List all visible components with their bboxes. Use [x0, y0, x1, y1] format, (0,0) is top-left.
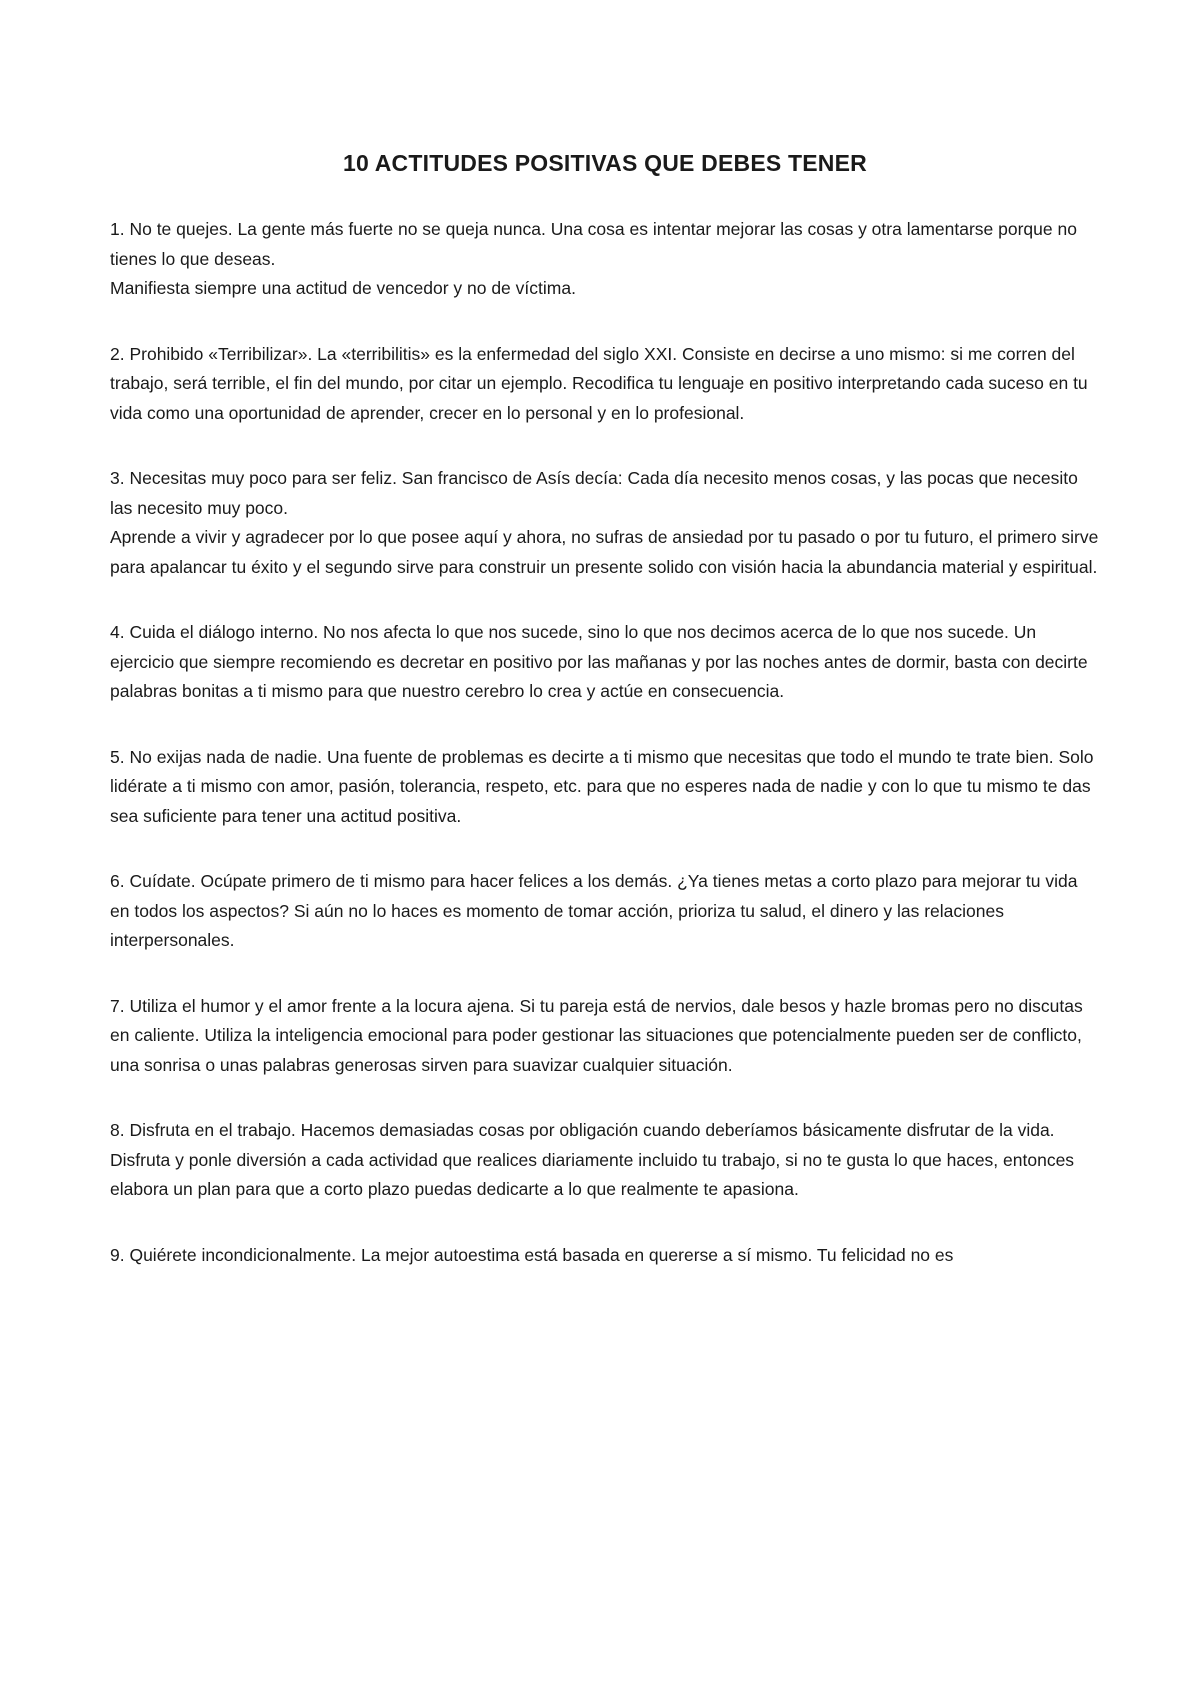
item-3-text: 3. Necesitas muy poco para ser feliz. San francisco de Asís decía: Cada día necesito menos cosas, y las pocas que necesito las necesito muy poco.: [110, 468, 1078, 518]
list-item-7: [110, 992, 1100, 1081]
item-6-text: 6. Cuídate. Ocúpate primero de ti mismo para hacer felices a los demás. ¿Ya tienes metas a corto plazo para mejorar tu vida en todos los aspectos? Si aún no lo haces es momento de tomar acción, prioriza tu salud, el dinero y las relaciones interpersonales.: [110, 871, 1078, 950]
list-item-6: [110, 867, 1100, 956]
item-2-text: 2. Prohibido «Terribilizar». La «terribilitis» es la enfermedad del siglo XXI. Consiste en decirse a uno mismo: si me corren del trabajo, será terrible, el fin del mundo, por citar un ejemplo. Recodifica tu lenguaje en positivo interpretando cada suceso en tu vida como una oportunidad de aprender, crecer en lo personal y en lo profesional.: [110, 343, 1088, 423]
item-8-text: 8. Disfruta en el trabajo. Hacemos demasiadas cosas por obligación cuando deberíamos básicamente disfrutar de la vida. Disfruta y ponle diversión a cada actividad que realices diariamente incluido tu trabajo, si no te gusta lo que haces, entonces elabora un plan para que a corto plazo puedas dedicarte a lo que realmente te apasiona.: [110, 1120, 1075, 1199]
list-item-1: [110, 215, 1100, 304]
list-item-4: [110, 618, 1100, 707]
item-3-text-2: Aprende a vivir y agradecer por lo que posee aquí y ahora, no sufras de ansiedad por tu pasado o por tu futuro, el primero sirve para apalancar tu éxito y el segundo sirve para construir un presente solido con visión hacia la abundancia material y espiritual.: [110, 527, 1099, 577]
item-4-text: 4. Cuida el diálogo interno. No nos afecta lo que nos sucede, sino lo que nos decimos acerca de lo que nos sucede. Un ejercicio que siempre recomiendo es decretar en positivo por las mañanas y por las noches antes de dormir, basta con decirte palabras bonitas a ti mismo para que nuestro cerebro lo crea y actúe en consecuencia.: [110, 622, 1088, 701]
item-1-text: 1. No te quejes. La gente más fuerte no se queja nunca. Una cosa es intentar mejorar las cosas y otra lamentarse porque no tienes lo que deseas.: [110, 219, 1077, 269]
document-title: 10 ACTITUDES POSITIVAS QUE DEBES TENER: [343, 150, 867, 176]
item-9-text: 9. Quiérete incondicionalmente. La mejor autoestima está basada en quererse a sí mismo. Tu felicidad no es: [110, 1244, 954, 1265]
list-item-5: [110, 743, 1100, 832]
item-7-text: 7. Utiliza el humor y el amor frente a la locura ajena. Si tu pareja está de nervios, dale besos y hazle bromas pero no discutas en caliente. Utiliza la inteligencia emocional para poder gestionar las situaciones que potencialmente pueden ser de conflicto, una sonrisa o unas palabras generosas sirven para suavizar cualquier situación.: [110, 995, 1083, 1075]
list-item-3: [110, 464, 1100, 582]
list-item-2: [110, 340, 1100, 429]
item-1-text-2: Manifiesta siempre una actitud de vencedor y no de víctima.: [110, 278, 576, 298]
list-item-9: [110, 1241, 1100, 1271]
document-page: [110, 150, 1100, 1306]
item-5-text: 5. No exijas nada de nadie. Una fuente de problemas es decirte a ti mismo que necesitas que todo el mundo te trate bien. Solo lidérate a ti mismo con amor, pasión, tolerancia, respeto, etc. para que no esperes nada de nadie y con lo que tu mismo te das sea suficiente para tener una actitud positiva.: [110, 746, 1094, 826]
list-item-8: [110, 1116, 1100, 1205]
